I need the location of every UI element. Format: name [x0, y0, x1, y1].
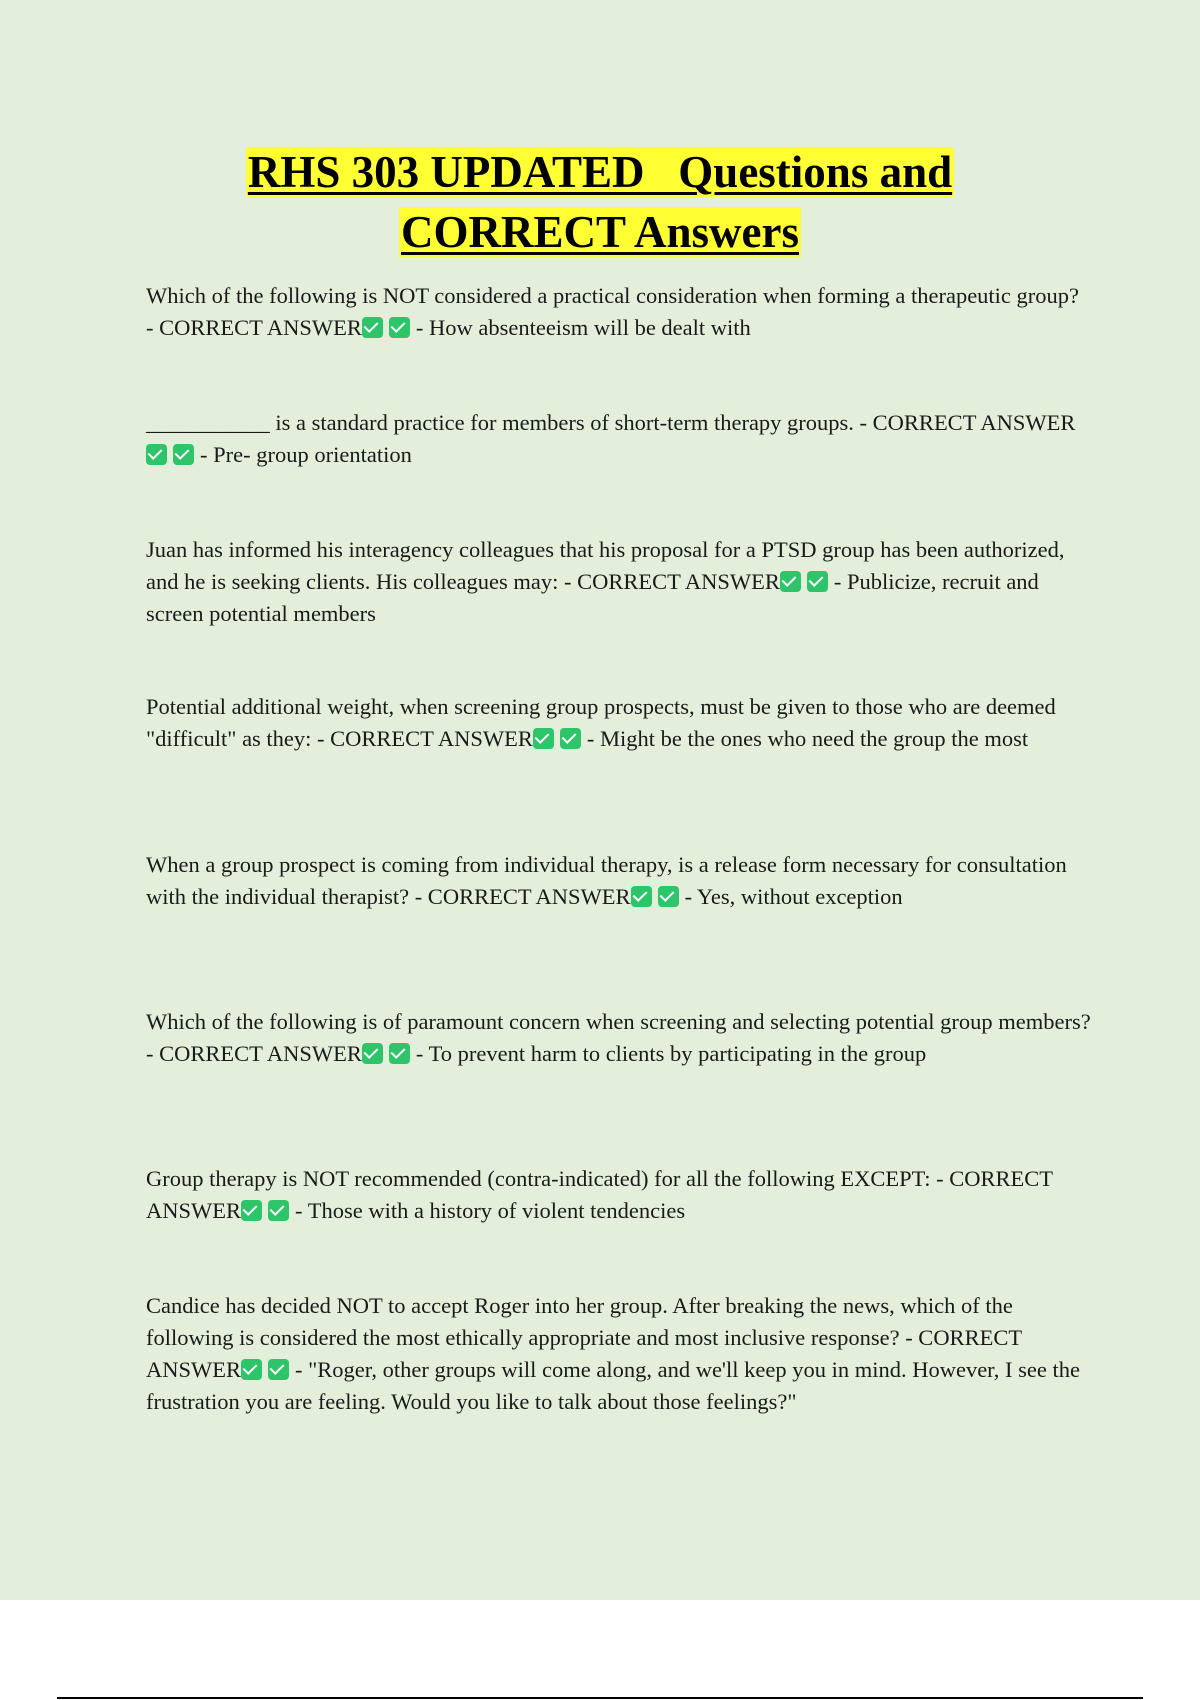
check-icon — [560, 728, 581, 749]
question-text: Juan has informed his interagency colleagues that his proposal for a PTSD group has been authorized, and he is seeking clients. His colleagues may: - CORRECT ANSWER — [146, 537, 1065, 594]
check-icon — [362, 1043, 383, 1064]
check-icon — [389, 1043, 410, 1064]
check-icon — [241, 1359, 262, 1380]
check-icon — [362, 317, 383, 338]
answer-text: - Might be the ones who need the group the most — [586, 726, 1029, 751]
check-icon — [807, 571, 828, 592]
qa-item-8 — [146, 1290, 1092, 1418]
qa-item-2 — [146, 407, 1092, 471]
qa-item-4 — [146, 691, 1092, 755]
qa-item-7 — [146, 1163, 1092, 1227]
answer-text: - "Roger, other groups will come along, and we'll keep you in mind. However, I see the frustration you are feeling. Would you like to talk about those feelings?" — [146, 1357, 1080, 1414]
check-icon — [146, 444, 167, 465]
answer-text: - Publicize, recruit and screen potential members — [146, 569, 1039, 626]
answer-text: - Those with a history of violent tendencies — [295, 1198, 686, 1223]
check-icon — [658, 886, 679, 907]
qa-item-3 — [146, 534, 1092, 630]
qa-item-6 — [146, 1006, 1092, 1070]
question-text: When a group prospect is coming from individual therapy, is a release form necessary for consultation with the individual therapist? - CORRECT ANSWER — [146, 852, 1067, 909]
qa-item-5 — [146, 849, 1092, 913]
check-icon — [173, 444, 194, 465]
answer-text: - To prevent harm to clients by participating in the group — [415, 1041, 927, 1066]
check-icon — [268, 1200, 289, 1221]
title-line-2: CORRECT Answers — [401, 207, 799, 257]
check-icon — [631, 886, 652, 907]
qa-item-1 — [146, 280, 1092, 344]
answer-text: - Yes, without exception — [684, 884, 903, 909]
check-icon — [780, 571, 801, 592]
question-text: Group therapy is NOT recommended (contra-indicated) for all the following EXCEPT: - CORRECT ANSWER — [146, 1166, 1053, 1223]
check-icon — [533, 728, 554, 749]
check-icon — [389, 317, 410, 338]
footer-divider — [57, 1697, 1143, 1699]
question-text: Potential additional weight, when screening group prospects, must be given to those who are deemed "difficult" as they: - CORRECT ANSWER — [146, 694, 1056, 751]
question-text: ___________ is a standard practice for members of short-term therapy groups. - CORRECT ANSWER — [146, 410, 1076, 435]
question-text: Which of the following is NOT considered a practical consideration when forming a therapeutic group? - CORRECT ANSWER — [146, 283, 1080, 340]
title-line-1: RHS 303 UPDATED Questions and — [247, 147, 953, 197]
question-text: Which of the following is of paramount concern when screening and selecting potential group members? - CORRECT ANSWER — [146, 1009, 1091, 1066]
answer-text: - How absenteeism will be dealt with — [415, 315, 751, 340]
answer-text: - Pre- group orientation — [200, 442, 412, 467]
check-icon — [241, 1200, 262, 1221]
question-text: Candice has decided NOT to accept Roger into her group. After breaking the news, which of the following is considered the most ethically appropriate and most inclusive response? - CORRECT ANSWER — [146, 1293, 1022, 1382]
document-title — [0, 142, 1200, 262]
check-icon — [268, 1359, 289, 1380]
